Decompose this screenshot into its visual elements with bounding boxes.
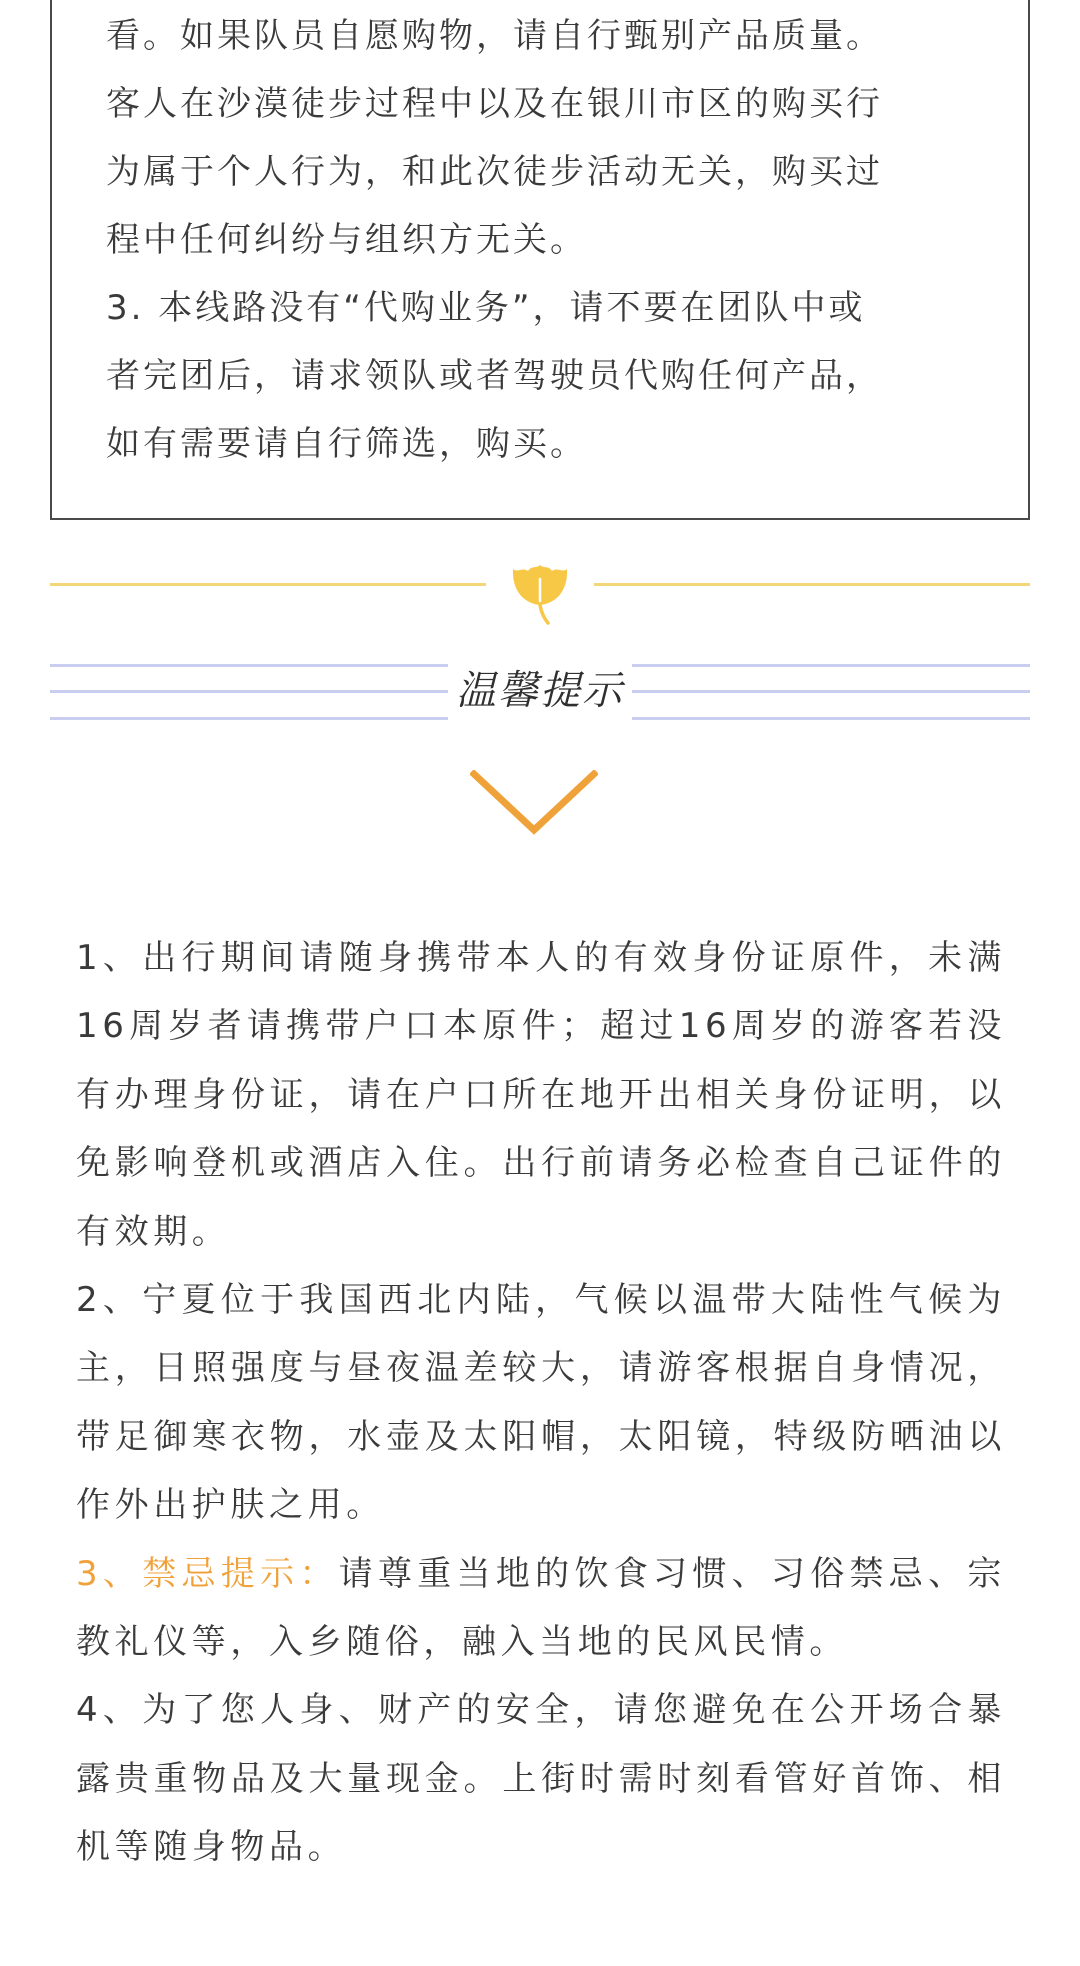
chevron-down-icon xyxy=(470,770,598,836)
divider-line-left xyxy=(50,583,486,586)
notice-line: 3. 本线路没有“代购业务”，请不要在团队中或 xyxy=(106,288,866,328)
ginkgo-divider xyxy=(50,555,1030,625)
tip-item: 2、宁夏位于我国西北内陆，气候以温带大陆性气候为主，日照强度与昼夜温差较大，请游客根据自身情况，带足御寒衣物，水壶及太阳帽，太阳镜，特级防晒油以作外出护肤之用。 xyxy=(76,1280,1006,1526)
notice-line: 如有需要请自行筛选，购买。 xyxy=(106,424,587,464)
tips-list xyxy=(76,924,1006,1882)
tip-item xyxy=(76,1540,1006,1677)
tip-item: 4、为了您人身、财产的安全，请您避免在公开场合暴露贵重物品及大量现金。上街时需时刻看管好首饰、相机等随身物品。 xyxy=(76,1690,1006,1868)
notice-line: 程中任何纠纷与组织方无关。 xyxy=(106,220,587,260)
tip-item: 1、出行期间请随身携带本人的有效身份证原件，未满16周岁者请携带户口本原件；超过16周岁的游客若没有办理身份证，请在户口所在地开出相关身份证明，以免影响登机或酒店入住。出行前请务必检查自己证件的有效期。 xyxy=(76,938,1006,1252)
divider-line-right xyxy=(594,583,1030,586)
tips-title-bar xyxy=(50,654,1030,728)
notice-line: 客人在沙漠徒步过程中以及在银川市区的购买行 xyxy=(106,84,883,124)
title-stripes-left xyxy=(50,664,448,720)
tip-item-text: 请尊重当地的饮食习惯、习俗禁忌、宗教礼仪等，入乡随俗，融入当地的民风民情。 xyxy=(76,1553,1006,1663)
tip-item-highlight: 3、禁忌提示： xyxy=(76,1553,339,1594)
notice-line: 为属于个人行为，和此次徒步活动无关，购买过 xyxy=(106,152,883,192)
notice-box xyxy=(50,0,1030,520)
notice-line: 看。如果队员自愿购物，请自行甄别产品质量。 xyxy=(106,16,883,56)
tips-title: 温馨提示 xyxy=(456,668,624,714)
ginkgo-leaf-icon xyxy=(508,555,572,625)
title-stripes-right xyxy=(632,664,1030,720)
notice-line: 者完团后，请求领队或者驾驶员代购任何产品， xyxy=(106,356,883,396)
